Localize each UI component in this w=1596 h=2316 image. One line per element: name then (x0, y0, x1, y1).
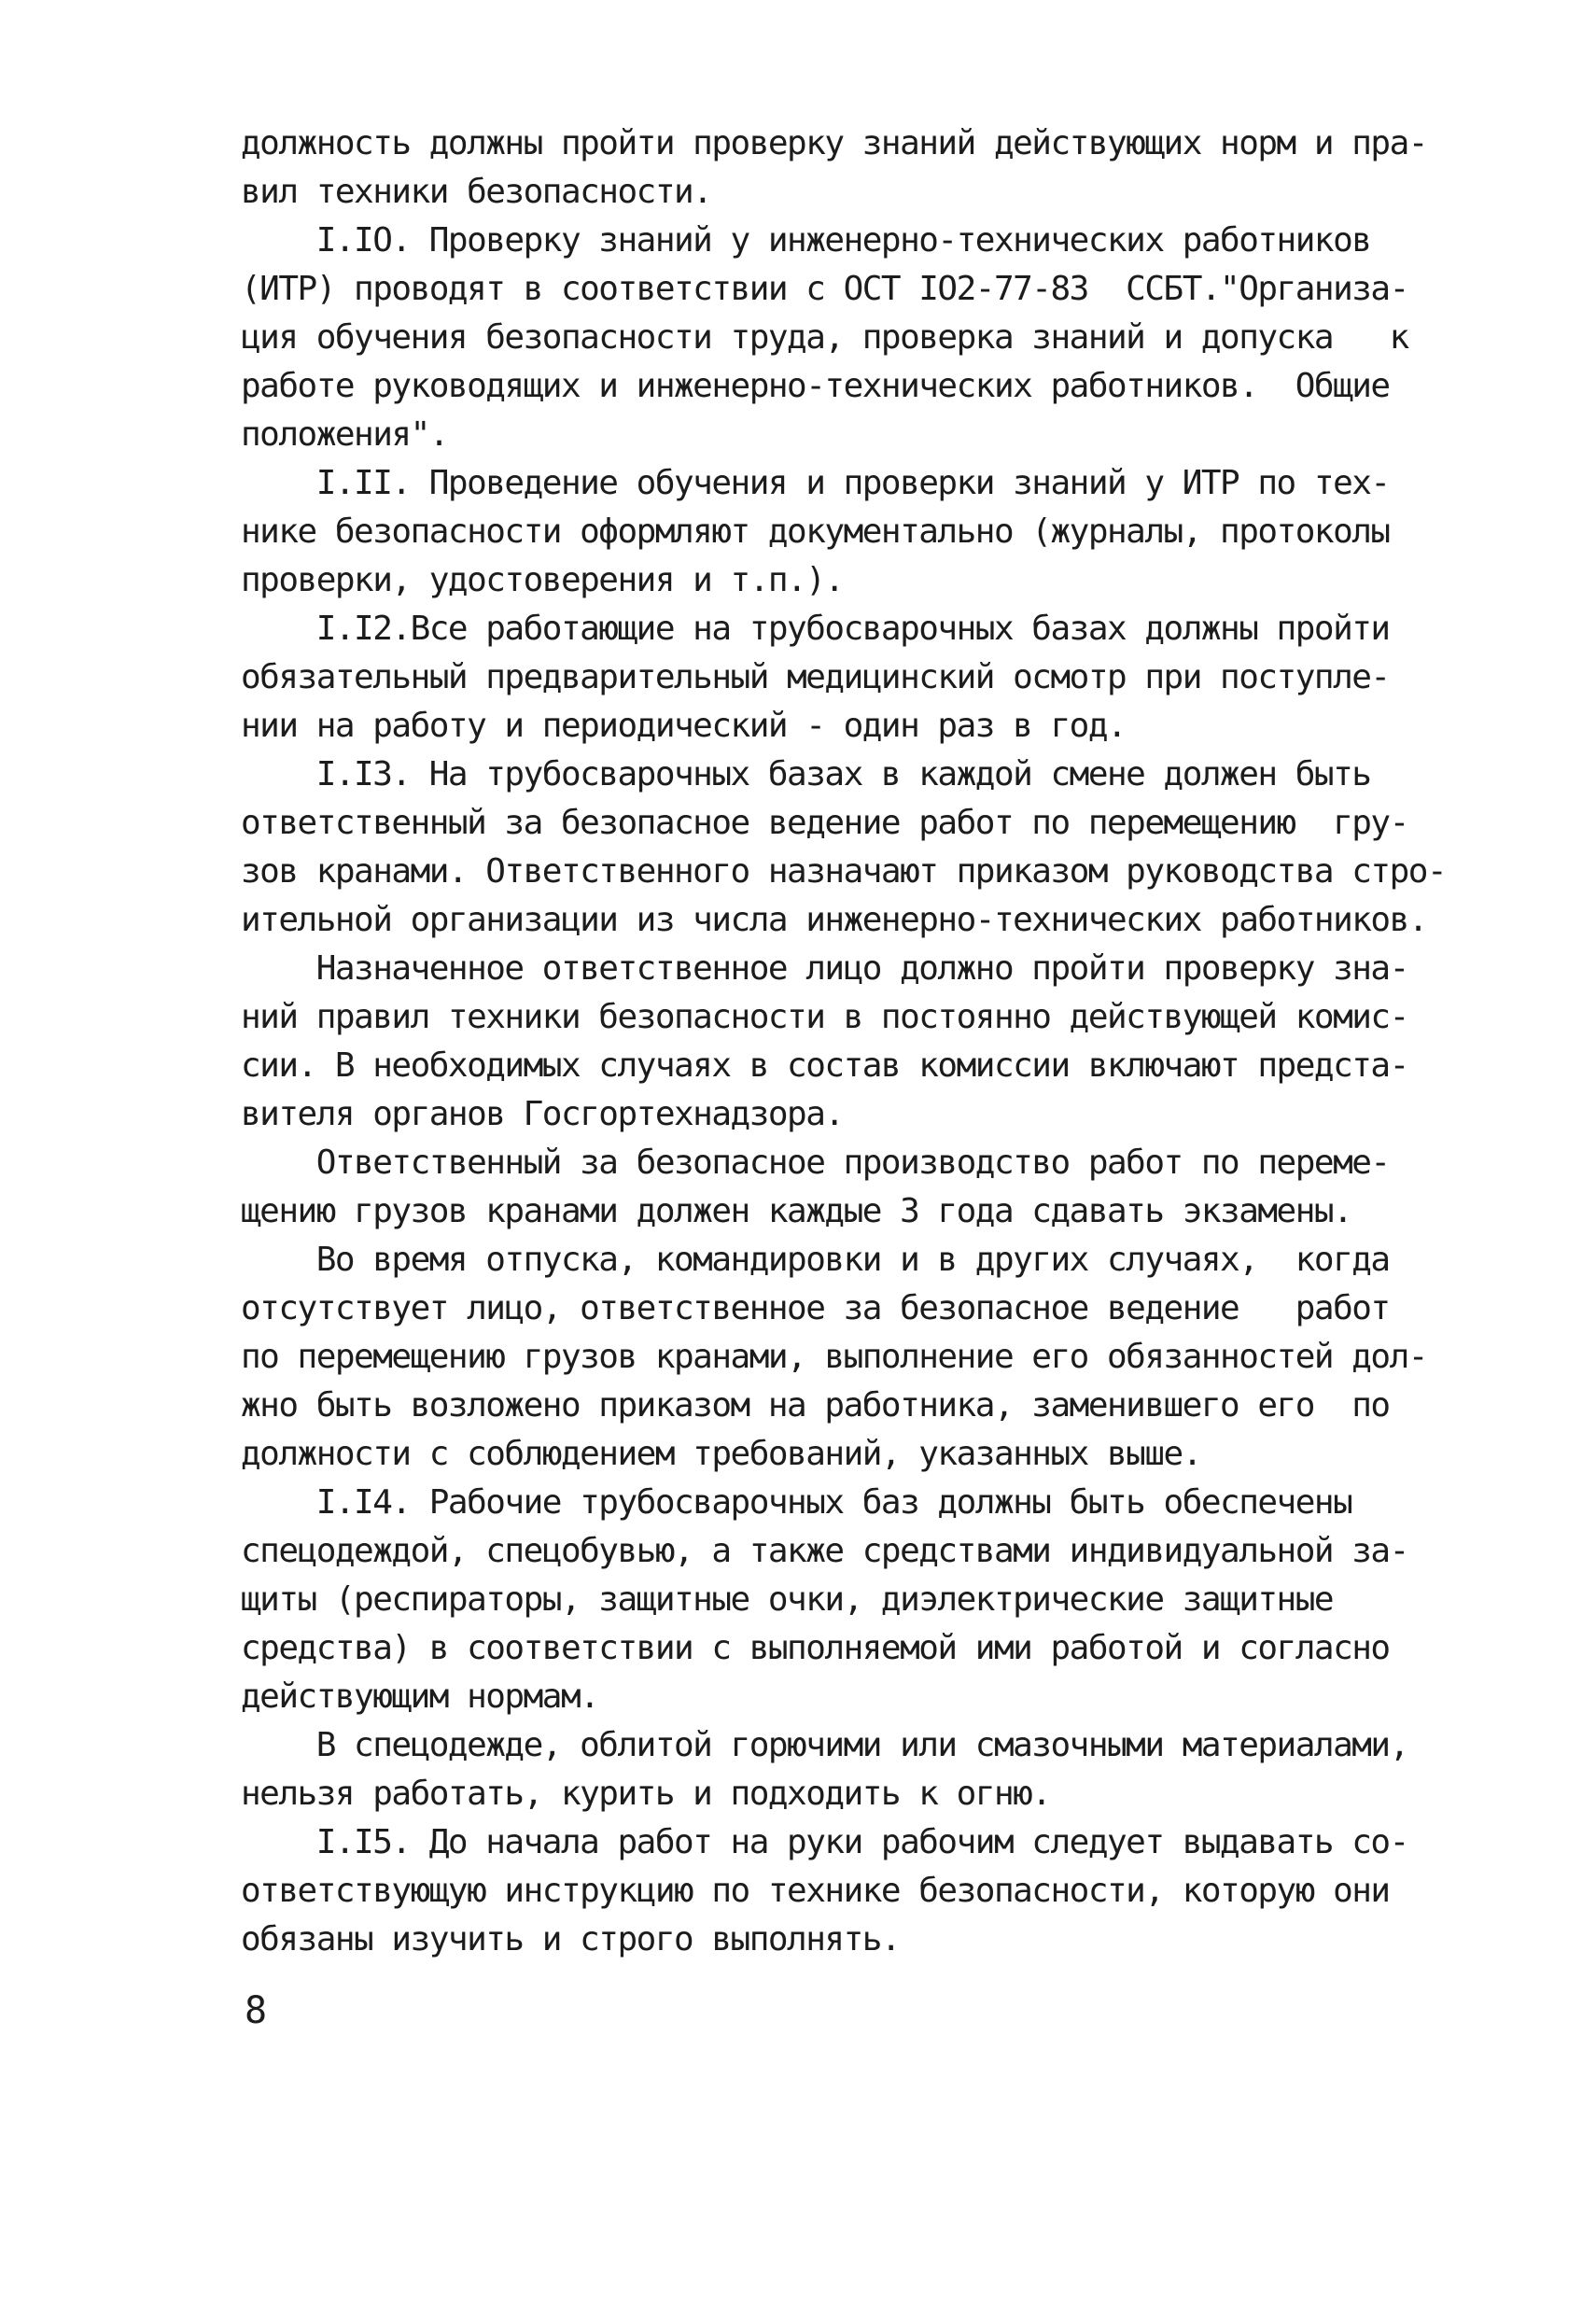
text-line: нике безопасности оформляют документально (журналы, протоколы (241, 512, 1390, 551)
text-line: должность должны пройти проверку знаний действующих норм и пра- (241, 124, 1427, 162)
text-line: спецодеждой, спецобувью, а также средствами индивидуальной за- (241, 1532, 1408, 1570)
text-line: I.I4. Рабочие трубосварочных баз должны быть обеспечены (241, 1483, 1352, 1522)
text-line: ительной организации из числа инженерно-технических работников. (241, 901, 1427, 939)
text-line: сии. В необходимых случаях в состав комиссии включают предста- (241, 1046, 1408, 1085)
text-line: I.IO. Проверку знаний у инженерно-технических работников (241, 221, 1371, 260)
text-line: Назначенное ответственное лицо должно пройти проверку зна- (241, 949, 1408, 988)
text-line: вителя органов Госгортехнадзора. (241, 1095, 844, 1133)
text-line: обязаны изучить и строго выполнять. (241, 1920, 901, 1958)
text-line: щиты (респираторы, защитные очки, диэлектрические защитные (241, 1580, 1334, 1619)
text-line: Ответственный за безопасное производство работ по переме- (241, 1144, 1390, 1182)
text-line: по перемещению грузов кранами, выполнение его обязанностей дол- (241, 1338, 1427, 1376)
text-line: обязательный предварительный медицинский осмотр при поступле- (241, 658, 1390, 696)
text-line: средства) в соответствии с выполняемой ими работой и согласно (241, 1629, 1390, 1667)
text-line: положения". (241, 415, 448, 454)
body-text (241, 119, 1482, 1964)
text-line: I.I5. До начала работ на руки рабочим следует выдавать со- (241, 1823, 1408, 1861)
text-line: ний правил техники безопасности в постоянно действующей комис- (241, 998, 1408, 1036)
text-line: действующим нормам. (241, 1677, 599, 1716)
text-line: зов кранами. Ответственного назначают приказом руководства стро- (241, 852, 1447, 891)
text-line: работе руководящих и инженерно-технических работников. Общие (241, 367, 1390, 405)
text-line: жно быть возложено приказом на работника, заменившего его по (241, 1386, 1390, 1425)
text-line: I.I2.Все работающие на трубосварочных базах должны пройти (241, 610, 1390, 648)
text-line: I.I3. На трубосварочных базах в каждой смене должен быть (241, 755, 1371, 793)
text-line: должности с соблюдением требований, указанных выше. (241, 1435, 1201, 1473)
text-line: щению грузов кранами должен каждые 3 года сдавать экзамены. (241, 1192, 1352, 1230)
text-line: ответствующую инструкцию по технике безопасности, которую они (241, 1872, 1390, 1910)
text-line: (ИТР) проводят в соответствии с ОСТ IO2-77-83 ССБТ."Организа- (241, 270, 1408, 308)
text-line: ция обучения безопасности труда, проверка знаний и допуска к (241, 318, 1408, 357)
page-number: 8 (245, 1989, 268, 2032)
text-line: отсутствует лицо, ответственное за безопасное ведение работ (241, 1289, 1390, 1327)
text-line: ответственный за безопасное ведение работ по перемещению гру- (241, 804, 1408, 842)
text-line: нии на работу и периодический - один раз в год. (241, 707, 1127, 745)
text-line: проверки, удостоверения и т.п.). (241, 561, 844, 599)
text-line: I.II. Проведение обучения и проверки знаний у ИТР по тех- (241, 464, 1390, 502)
text-line: вил техники безопасности. (241, 173, 712, 211)
text-line: нельзя работать, курить и подходить к огню. (241, 1775, 1051, 1813)
text-line: В спецодежде, облитой горючими или смазочными материалами, (241, 1726, 1408, 1764)
text-line: Во время отпуска, командировки и в других случаях, когда (241, 1241, 1390, 1279)
